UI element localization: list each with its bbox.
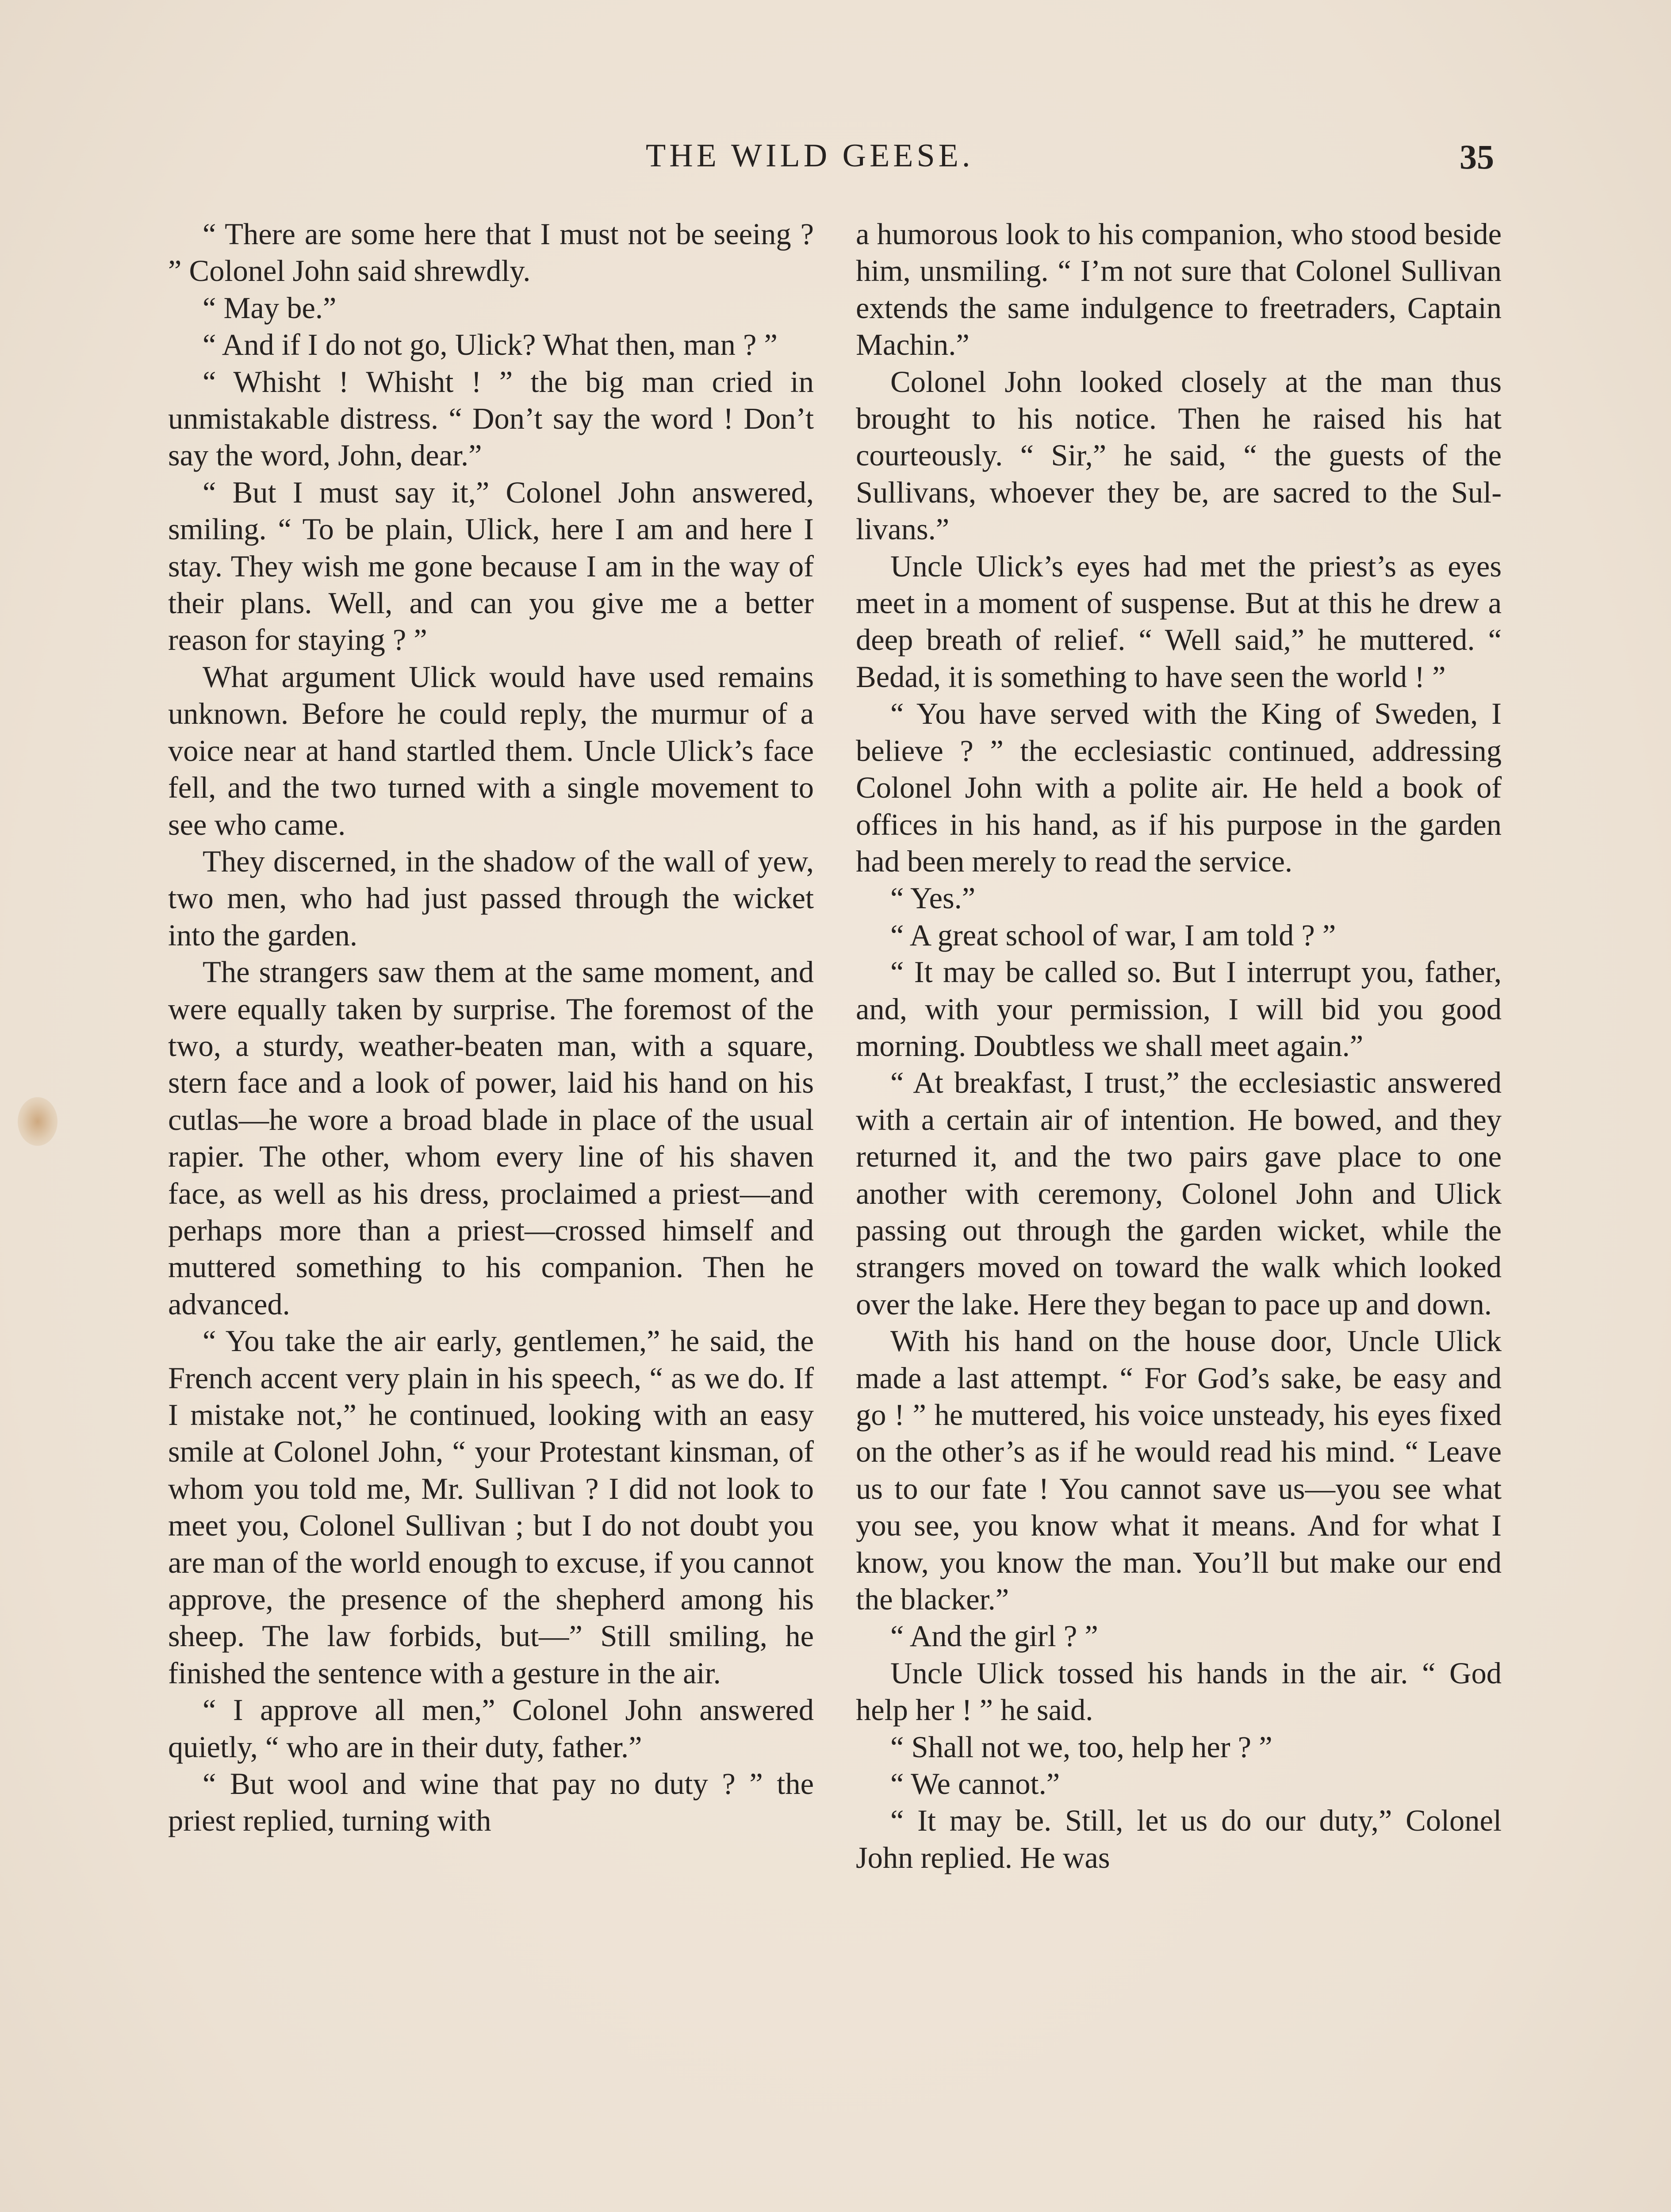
running-title: THE WILD GEESE. bbox=[646, 138, 974, 174]
paragraph: “ And the girl ? ” bbox=[890, 1619, 1098, 1653]
paragraph: “ At breakfast, I trust,” the ecclesiastic answered with a certain air of intention. He bowed, and they returned it, and the two pairs gave place to one another with ceremony, Colonel John and Ulick passing out through the garden wicket, while the strangers moved on toward the walk which looked over the lake. Here they began to pace up and down. bbox=[856, 1066, 1502, 1321]
paragraph: The strangers saw them at the same moment, and were equally taken by surprise. The foremost of the two, a sturdy, weather-beaten man, with a square, stern face and a look of power, laid his hand on his cutlas—he wore a broad blade in place of the usual rapier. The other, whom every line of his shaven face, as well as his dress, proclaimed a priest—and perhaps more than a priest—crossed himself and muttered something to his companion. Then he advanced. bbox=[168, 955, 814, 1321]
page-header bbox=[0, 137, 1671, 186]
paragraph: “ You have served with the King of Sweden, I believe ? ” the ecclesiastic continued, addressing Colonel John with a polite air. He held a book of offices in his hand, as if his purpose in the garden had been merely to read the service. bbox=[856, 697, 1502, 878]
paragraph: “ Whisht ! Whisht ! ” the big man cried in unmistakable distress. “ Don’t say the word ! Don’t say the word, John, dear.” bbox=[168, 365, 814, 472]
page-number: 35 bbox=[1460, 138, 1494, 176]
paragraph: Colonel John looked closely at the man thus brought to his notice. Then he raised his hat courteously. “ Sir,” he said, “ the guests of the Sullivans, whoever they be, are sacred to the Sullivans.” bbox=[856, 365, 1502, 546]
right-column bbox=[856, 216, 1502, 1876]
paragraph: Uncle Ulick tossed his hands in the air. “ God help her ! ” he said. bbox=[856, 1656, 1502, 1727]
paragraph: “ And if I do not go, Ulick? What then, man ? ” bbox=[203, 328, 778, 362]
paper-stain bbox=[18, 1097, 57, 1146]
paragraph: “ A great school of war, I am told ? ” bbox=[890, 918, 1336, 952]
paragraph: “ You take the air early, gentlemen,” he said, the French accent very plain in his speech, “ as we do. If I mistake not,” he continued, looking with an easy smile at Colonel John, “ your Protestant kinsman, of whom you told me, Mr. Sullivan ? I did not look to meet you, Colonel Sullivan ; but I do not doubt you are man of the world enough to excuse, if you cannot approve, the presence of the shepherd among his sheep. The law forbids, but—” Still smiling, he finished the sentence with a gesture in the air. bbox=[168, 1324, 814, 1690]
paragraph: What argument Ulick would have used remains unknown. Before he could reply, the murmur of a voice near at hand startled them. Uncle Ulick’s face fell, and the two turned with a single movement to see who came. bbox=[168, 660, 814, 841]
paragraph: “ We cannot.” bbox=[890, 1767, 1060, 1801]
paragraph: With his hand on the house door, Uncle Ulick made a last attempt. “ For God’s sake, be easy and go ! ” he muttered, his voice unsteady, his eyes fixed on the other’s as if he would read his mind. “ Leave us to our fate ! You cannot save us—you see what you see, you know what it means. And for what I know, you know the man. You’ll but make our end the blacker.” bbox=[856, 1324, 1502, 1617]
paragraph: “ Shall not we, too, help her ? ” bbox=[890, 1730, 1272, 1764]
paragraph: They discerned, in the shadow of the wall of yew, two men, who had just passed through the wicket into the garden. bbox=[168, 844, 814, 952]
paragraph: “ Yes.” bbox=[890, 881, 976, 915]
paragraph: Uncle Ulick’s eyes had met the priest’s as eyes meet in a moment of suspense. But at this he drew a deep breath of relief. “ Well said,” he muttered. “ Bedad, it is something to have seen the world ! ” bbox=[856, 549, 1502, 694]
paragraph: “ May be.” bbox=[203, 291, 337, 325]
paragraph: “ It may be. Still, let us do our duty,” Colonel John replied. He was bbox=[856, 1804, 1502, 1874]
left-column bbox=[168, 216, 814, 1839]
paragraph-continued: a humorous look to his companion, who stood beside him, unsmiling. “ I’m not sure that Colonel Sullivan extends the same indulgence to freetraders, Captain Machin.” bbox=[856, 217, 1502, 362]
paragraph: “ There are some here that I must not be seeing ? ” Colonel John said shrewdly. bbox=[168, 217, 814, 288]
paragraph: “ But wool and wine that pay no duty ? ” the priest replied, turning with bbox=[168, 1767, 814, 1838]
paragraph: “ But I must say it,” Colonel John answered, smiling. “ To be plain, Ulick, here I am and here I stay. They wish me gone because I am in the way of their plans. Well, and can you give me a better reason for staying ? ” bbox=[168, 475, 814, 657]
paragraph: “ I approve all men,” Colonel John answered quietly, “ who are in their duty, father.” bbox=[168, 1693, 814, 1764]
paragraph: “ It may be called so. But I interrupt you, father, and, with your permission, I will bid you good morning. Doubtless we shall meet again.” bbox=[856, 955, 1502, 1063]
